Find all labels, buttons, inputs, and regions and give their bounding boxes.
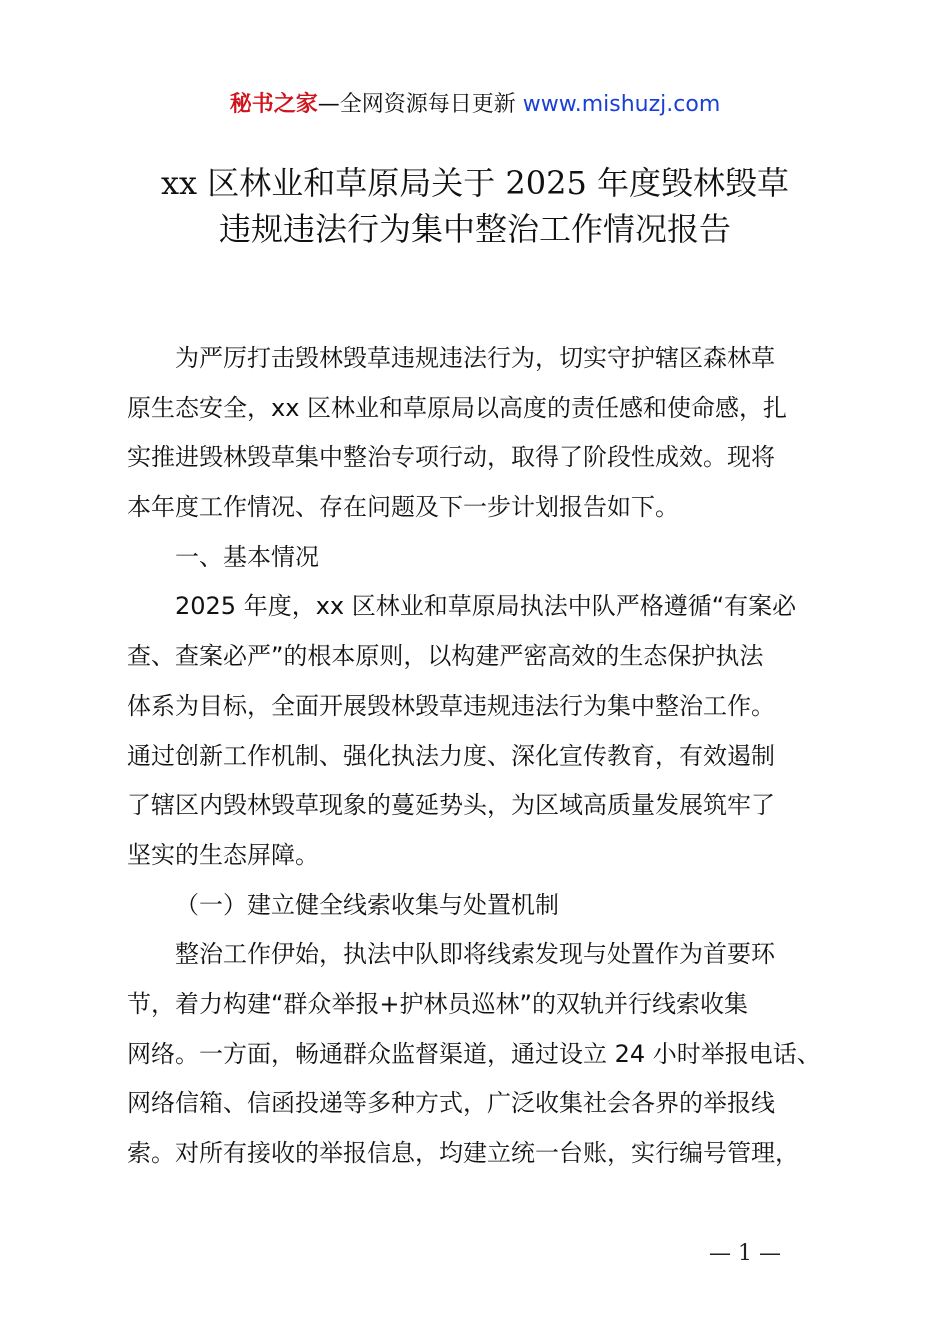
body-line: 网络。一方面，畅通群众监督渠道，通过设立 24 小时举报电话、 bbox=[127, 1039, 821, 1068]
body-line: 通过创新工作机制、强化执法力度、深化宣传教育，有效遏制 bbox=[127, 741, 775, 770]
body-line: 原生态安全，xx 区林业和草原局以高度的责任感和使命感，扎 bbox=[127, 393, 788, 422]
title-line-1: xx 区林业和草原局关于 2025 年度毁林毁草 bbox=[160, 164, 790, 202]
body-line: 本年度工作情况、存在问题及下一步计划报告如下。 bbox=[127, 493, 679, 522]
body-line: 体系为目标，全面开展毁林毁草违规违法行为集中整治工作。 bbox=[127, 691, 775, 720]
body-line: 为严厉打击毁林毁草违规违法行为，切实守护辖区森林草 bbox=[175, 344, 775, 372]
body-line: 2025 年度，xx 区林业和草原局执法中队严格遵循“有案必 bbox=[175, 592, 797, 621]
title-line-2: 违规违法行为集中整治工作情况报告 bbox=[218, 210, 731, 248]
page-number: — 1 — bbox=[709, 1241, 781, 1266]
document-title bbox=[0, 160, 950, 252]
site-brand: 秘书之家 bbox=[229, 92, 318, 117]
subsection-heading: （一）建立健全线索收集与处置机制 bbox=[175, 890, 559, 919]
body-line: 整治工作伊始，执法中队即将线索发现与处置作为首要环 bbox=[175, 940, 775, 969]
body-line: 索。对所有接收的举报信息，均建立统一台账，实行编号管理， bbox=[127, 1139, 799, 1167]
body-line: 了辖区内毁林毁草现象的蔓延势头，为区域高质量发展筑牢了 bbox=[127, 791, 775, 820]
section-heading: 一、基本情况 bbox=[175, 542, 319, 571]
body-line: 实推进毁林毁草集中整治专项行动，取得了阶段性成效。现将 bbox=[127, 443, 775, 472]
body-line: 查、查案必严”的根本原则，以构建严密高效的生态保护执法 bbox=[127, 642, 764, 671]
body-line: 网络信箱、信函投递等多种方式，广泛收集社会各界的举报线 bbox=[127, 1089, 775, 1118]
body-line: 节，着力构建“群众举报+护林员巡林”的双轨并行线索收集 bbox=[127, 989, 748, 1018]
site-header bbox=[0, 88, 950, 122]
body-line: 坚实的生态屏障。 bbox=[127, 840, 319, 869]
site-url-link[interactable]: www.mishuzj.com bbox=[522, 92, 721, 117]
site-tagline: —全网资源每日更新 bbox=[317, 92, 516, 117]
document-body bbox=[127, 334, 837, 1179]
